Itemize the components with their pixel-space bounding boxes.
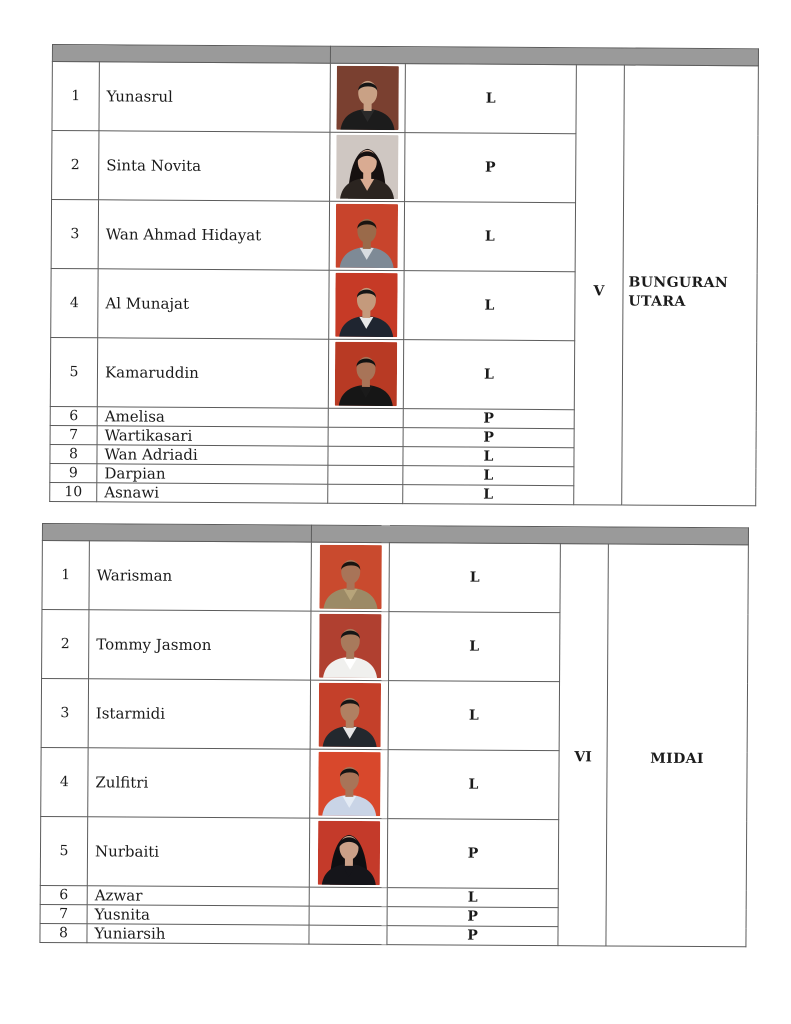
row-number: 5 — [40, 816, 87, 885]
portrait-photo — [319, 545, 381, 609]
photo-cell — [311, 611, 389, 680]
row-number: 9 — [50, 463, 97, 482]
table-row — [42, 541, 748, 614]
photo-cell — [330, 132, 405, 201]
candidate-name: Azwar — [87, 886, 309, 906]
gender-code: P — [387, 907, 558, 927]
gender-code: P — [387, 819, 558, 889]
candidate-name: Nurbaiti — [87, 817, 309, 887]
candidate-name: Asnawi — [97, 483, 328, 503]
photo-cell — [309, 925, 387, 944]
photo-cell — [329, 201, 404, 270]
district-name — [622, 65, 759, 506]
photo-cell — [328, 446, 403, 465]
gender-code: L — [403, 447, 574, 467]
candidate-name: Tommy Jasmon — [89, 610, 311, 680]
gender-code: L — [405, 64, 576, 134]
row-number: 6 — [50, 406, 97, 425]
candidate-name: Wartikasari — [97, 426, 328, 446]
candidate-name: Warisman — [89, 541, 311, 611]
candidate-name: Sinta Novita — [99, 131, 330, 201]
portrait-photo — [319, 614, 381, 678]
row-number: 7 — [50, 425, 97, 444]
gender-code: L — [403, 466, 574, 486]
row-number: 2 — [42, 610, 89, 679]
candidate-name: Yuniarsih — [87, 924, 309, 944]
photo-cell — [311, 542, 389, 611]
photo-cell — [309, 906, 387, 925]
district-name: MIDAI — [606, 544, 748, 947]
row-number: 4 — [51, 268, 98, 337]
gender-code: L — [388, 681, 559, 751]
gender-code: P — [405, 133, 576, 203]
gender-code: L — [387, 888, 558, 908]
row-number: 1 — [52, 62, 99, 131]
portrait-photo — [335, 273, 397, 337]
candidate-name: Zulfitri — [88, 748, 310, 818]
photo-cell — [309, 818, 387, 887]
gender-code: L — [404, 202, 575, 272]
gender-code: L — [403, 485, 574, 505]
gender-code: L — [389, 543, 560, 613]
row-number: 2 — [52, 131, 99, 200]
portrait-photo — [335, 342, 397, 406]
row-number: 5 — [50, 337, 97, 406]
gender-code: L — [403, 340, 574, 410]
gender-code: P — [403, 409, 574, 429]
row-number: 6 — [40, 885, 87, 904]
gender-code: P — [403, 428, 574, 448]
photo-cell — [328, 427, 403, 446]
electoral-region-code: V — [574, 65, 625, 505]
row-number: 3 — [51, 200, 98, 269]
candidate-table-section-v — [49, 44, 759, 506]
portrait-photo — [318, 752, 380, 816]
photo-cell — [310, 749, 388, 818]
gender-code: L — [388, 750, 559, 820]
portrait-photo — [317, 821, 379, 885]
district-name-line: BUNGURAN — [628, 274, 729, 292]
table-row — [52, 62, 758, 135]
row-number: 8 — [50, 444, 97, 463]
row-number: 10 — [50, 482, 97, 501]
gender-code: L — [404, 271, 575, 341]
row-number: 4 — [41, 747, 88, 816]
candidate-name: Al Munajat — [98, 269, 329, 339]
row-number: 3 — [41, 679, 88, 748]
candidate-name: Amelisa — [97, 407, 328, 427]
candidate-name: Yusnita — [87, 905, 309, 925]
candidate-table-section-vi — [39, 523, 749, 947]
candidate-name: Istarmidi — [88, 679, 310, 749]
district-name-line: UTARA — [628, 293, 686, 310]
portrait-photo — [318, 683, 380, 747]
photo-cell — [328, 484, 403, 503]
portrait-photo — [336, 135, 398, 199]
candidate-name: Wan Ahmad Hidayat — [98, 200, 329, 270]
photo-cell — [328, 339, 403, 408]
row-number: 1 — [42, 541, 89, 610]
candidate-name: Wan Adriadi — [97, 445, 328, 465]
photo-cell — [329, 270, 404, 339]
row-number: 7 — [40, 904, 87, 923]
candidate-name: Kamaruddin — [97, 338, 328, 408]
portrait-photo — [336, 204, 398, 268]
candidate-name: Darpian — [97, 464, 328, 484]
row-number: 8 — [40, 923, 87, 942]
photo-cell — [310, 680, 388, 749]
photo-cell — [328, 408, 403, 427]
candidate-name: Yunasrul — [99, 62, 330, 132]
electoral-region-code: VI — [558, 544, 608, 946]
portrait-photo — [336, 66, 398, 130]
gender-code: L — [389, 612, 560, 682]
photo-cell — [328, 465, 403, 484]
photo-cell — [309, 887, 387, 906]
gender-code: P — [387, 926, 558, 946]
photo-cell — [330, 63, 405, 132]
